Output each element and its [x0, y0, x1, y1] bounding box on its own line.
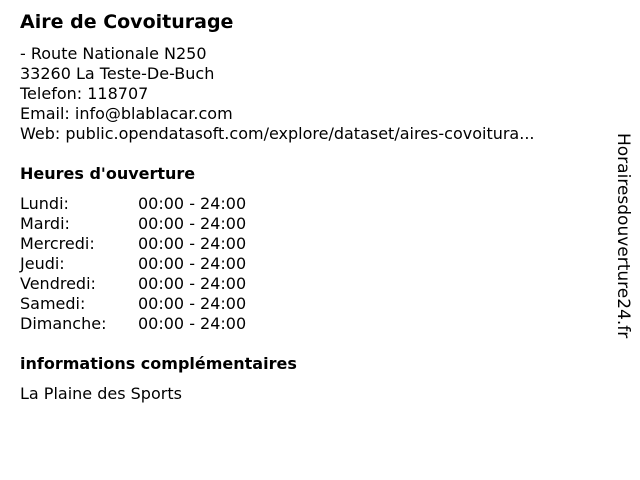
time-range: 00:00 - 24:00: [138, 214, 247, 233]
time-range: 00:00 - 24:00: [138, 194, 247, 213]
address-block: [20, 44, 535, 144]
table-row: [20, 294, 246, 314]
phone-line: Telefon: 118707: [20, 84, 149, 103]
watermark-text: Horairesdouverture24.fr: [613, 133, 633, 339]
street-address: - Route Nationale N250: [20, 44, 207, 63]
web-line: Web: public.opendatasoft.com/explore/dataset/aires-covoitura...: [20, 124, 535, 143]
time-range: 00:00 - 24:00: [138, 294, 247, 313]
opening-hours-table: [20, 194, 246, 334]
day-label: Jeudi:: [20, 254, 65, 273]
email-line: Email: info@blablacar.com: [20, 104, 233, 123]
opening-hours-heading: Heures d'ouverture: [20, 164, 196, 183]
additional-info-text: La Plaine des Sports: [20, 384, 182, 403]
table-row: [20, 194, 246, 214]
table-row: [20, 314, 246, 334]
additional-info-heading: informations complémentaires: [20, 354, 297, 373]
page-title: Aire de Covoiturage: [20, 11, 234, 33]
day-label: Lundi:: [20, 194, 69, 213]
table-row: [20, 234, 246, 254]
table-row: [20, 214, 246, 234]
time-range: 00:00 - 24:00: [138, 314, 247, 333]
table-row: [20, 254, 246, 274]
time-range: 00:00 - 24:00: [138, 254, 247, 273]
day-label: Dimanche:: [20, 314, 107, 333]
day-label: Mardi:: [20, 214, 70, 233]
time-range: 00:00 - 24:00: [138, 274, 247, 293]
day-label: Vendredi:: [20, 274, 96, 293]
site-watermark: [393, 133, 633, 339]
day-label: Mercredi:: [20, 234, 95, 253]
table-row: [20, 274, 246, 294]
city-address: 33260 La Teste-De-Buch: [20, 64, 215, 83]
time-range: 00:00 - 24:00: [138, 234, 247, 253]
day-label: Samedi:: [20, 294, 86, 313]
